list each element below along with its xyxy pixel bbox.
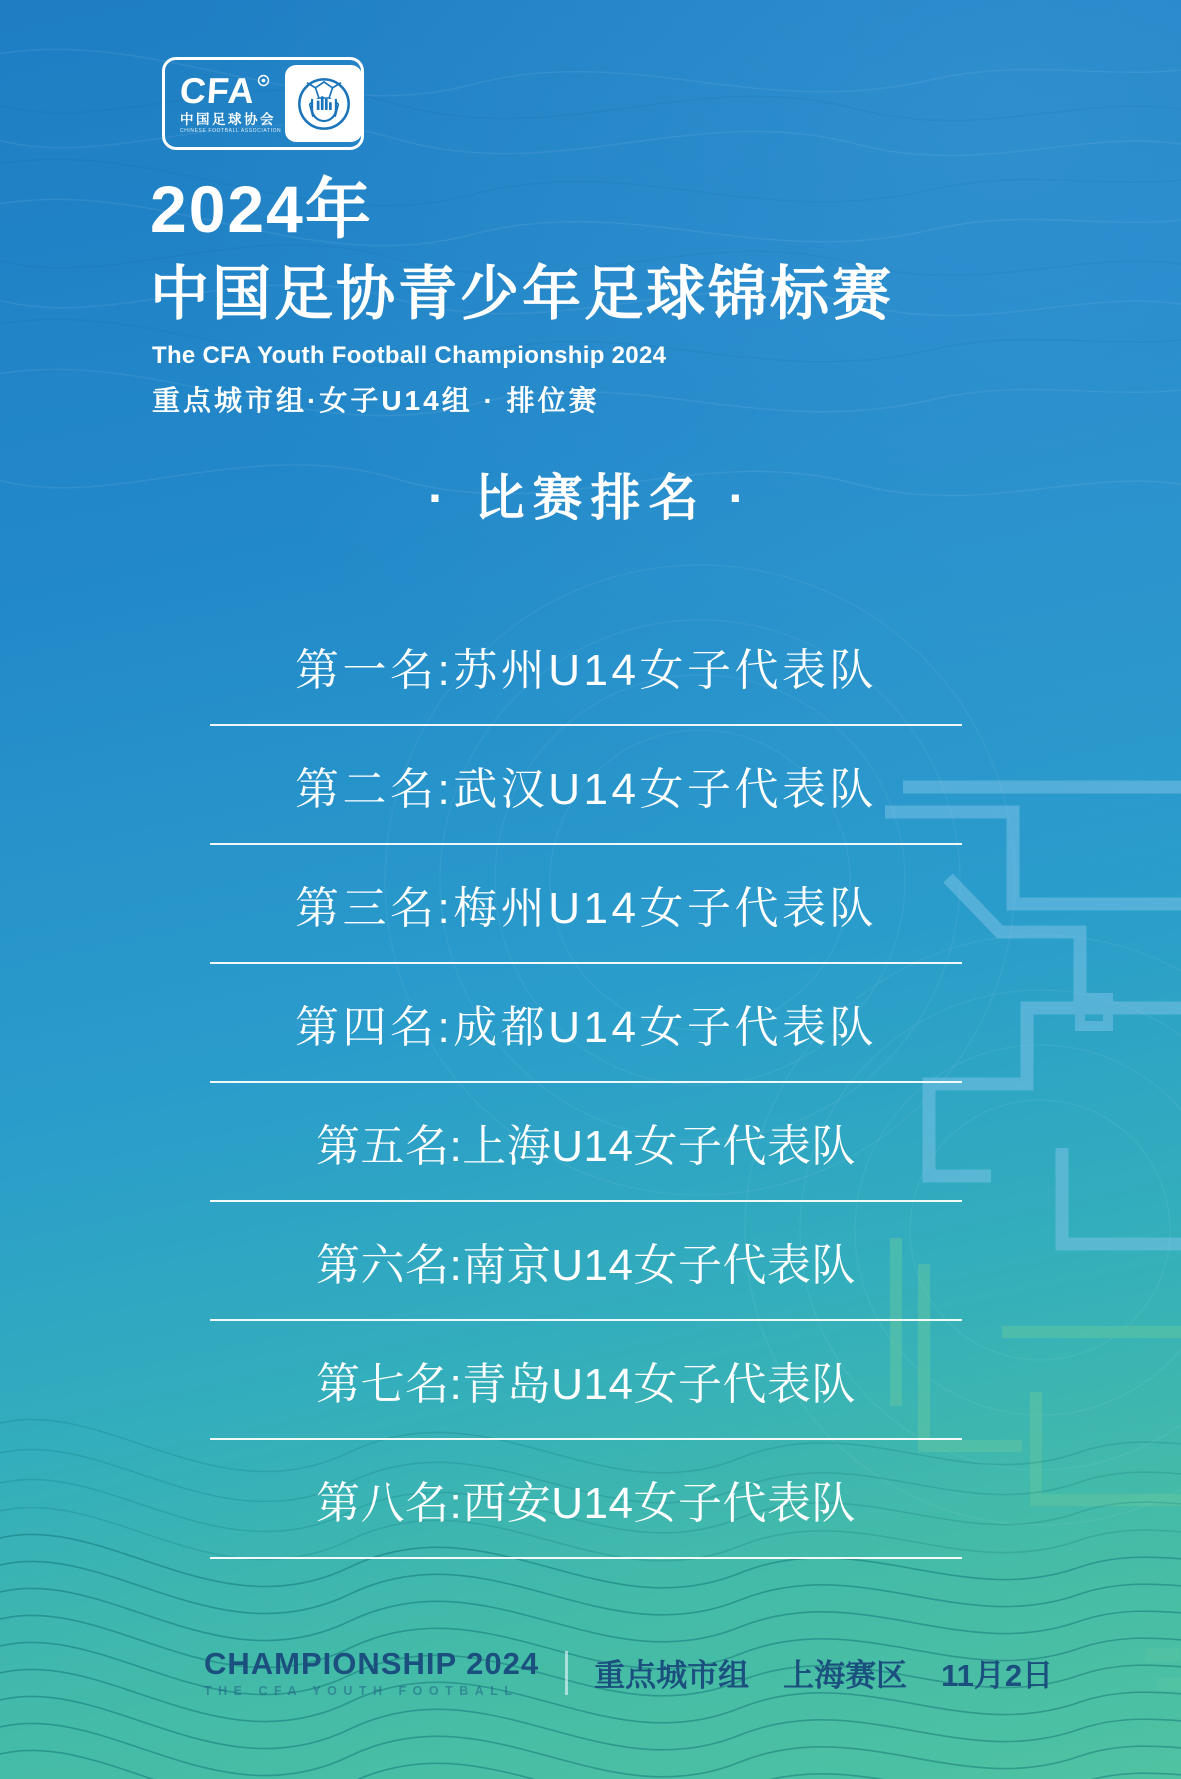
footer-group-label: 重点城市组 <box>594 1658 750 1694</box>
rankings-list <box>210 607 962 1559</box>
cfa-name-en: CHINESE FOOTBALL ASSOCIATION <box>180 128 282 135</box>
cfa-acronym: CFA <box>178 69 257 111</box>
title-year: 2024年 <box>150 172 373 246</box>
football-icon <box>257 74 270 91</box>
cfa-logo <box>162 57 364 150</box>
ranking-item: 第四名:成都U14女子代表队 <box>210 964 962 1083</box>
footer-date-label: 11月2日 <box>941 1658 1054 1694</box>
cfa-name-cn: 中国足球协会 <box>180 111 276 127</box>
soccer-ball-emblem-icon <box>290 70 358 138</box>
ranking-item: 第八名:西安U14女子代表队 <box>210 1440 962 1559</box>
ranking-item: 第二名:武汉U14女子代表队 <box>210 726 962 845</box>
footer-championship-label: CHAMPIONSHIP 2024 <box>204 1646 540 1681</box>
footer-divider <box>565 1651 568 1695</box>
footer-right-block <box>594 1650 1053 1695</box>
footer-left-block <box>204 1648 539 1698</box>
ranking-item: 第一名:苏州U14女子代表队 <box>210 607 962 726</box>
ranking-item: 第三名:梅州U14女子代表队 <box>210 845 962 964</box>
footer-region-label: 上海赛区 <box>783 1658 908 1694</box>
footer <box>0 1648 1181 1698</box>
footer-tagline: THE CFA YOUTH FOOTBALL <box>204 1684 519 1698</box>
ranking-item: 第七名:青岛U14女子代表队 <box>210 1321 962 1440</box>
section-heading-rankings: · 比赛排名 · <box>427 470 754 526</box>
subtitle-group: 重点城市组·女子U14组 · 排位赛 <box>152 385 600 416</box>
cfa-logo-text <box>178 69 282 135</box>
championship-emblem <box>285 65 362 142</box>
subtitle-english: The CFA Youth Football Championship 2024 <box>152 342 667 369</box>
ranking-item: 第五名:上海U14女子代表队 <box>210 1083 962 1202</box>
ranking-item: 第六名:南京U14女子代表队 <box>210 1202 962 1321</box>
page-title: 中国足协青少年足球锦标赛 <box>150 261 895 327</box>
